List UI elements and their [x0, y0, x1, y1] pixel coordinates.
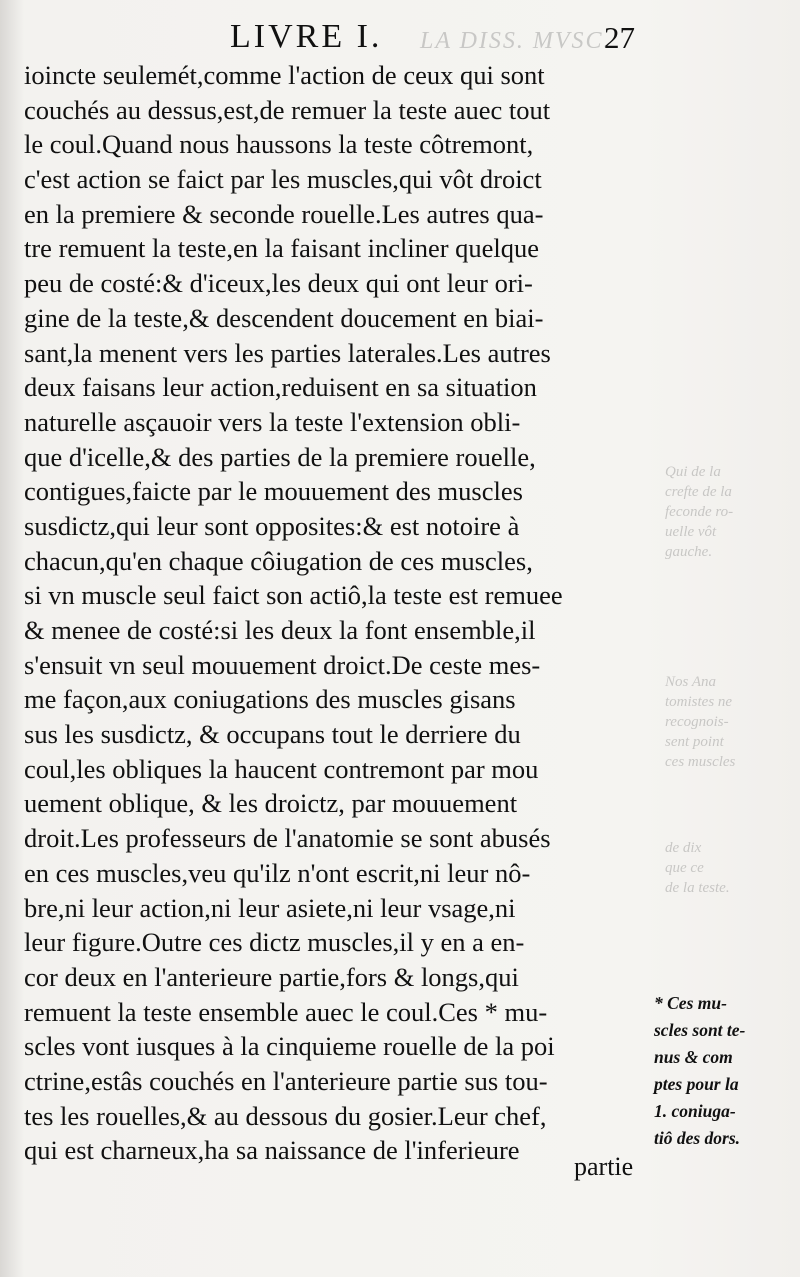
text-line: le coul.Quand nous haussons la teste côtremont, — [24, 129, 534, 160]
text-line: s'ensuit vn seul mouuement droict.De ceste mes- — [24, 649, 541, 680]
text-line: & menee de costé:si les deux la font ensemble,il — [24, 615, 536, 645]
text-line: chacun,qu'en chaque côiugation de ces muscles, — [24, 545, 533, 576]
show-through-margin-2: Nos Ana tomistes ne recognois- sent point ces muscles — [665, 674, 736, 770]
marginal-note-line: * Ces mu- — [654, 993, 727, 1013]
text-line: cor deux en l'anterieure partie,fors & longs,qui — [24, 961, 519, 992]
page-number: 27 — [604, 20, 635, 55]
text-line: deux faisans leur action,reduisent en sa situation — [24, 372, 537, 403]
body-text — [24, 58, 644, 1168]
text-line: scles vont iusques à la cinquieme rouelle de la poi — [24, 1031, 555, 1062]
catchword: partie — [574, 1152, 634, 1181]
text-line: susdictz,qui leur sont opposites:& est notoire à — [24, 510, 520, 541]
marginal-note-line: ptes pour la — [654, 1074, 739, 1094]
marginal-note — [654, 990, 794, 1152]
text-line: leur figure.Outre ces dictz muscles,il y en a en- — [24, 927, 525, 958]
text-line: couchés au dessus,est,de remuer la teste auec tout — [24, 94, 551, 125]
text-line: en ces muscles,veu qu'ilz n'ont escrit,ni leur nô- — [24, 857, 531, 888]
show-through-margin-3: de dix que ce de la teste. — [665, 840, 730, 896]
marginal-note-line: scles sont te- — [654, 1020, 746, 1040]
text-line: bre,ni leur action,ni leur asiete,ni leur vsage,ni — [24, 892, 516, 923]
text-line: tre remuent la teste,en la faisant incliner quelque — [24, 233, 540, 264]
text-line: uement oblique, & les droictz, par mouuement — [24, 788, 518, 819]
running-head-title: LIVRE I. — [230, 18, 383, 55]
text-line: peu de costé:& d'iceux,les deux qui ont leur ori- — [24, 268, 533, 299]
text-line: sus les susdictz, & occupans tout le derriere du — [24, 719, 521, 750]
show-through-margin-1: Qui de la crefte de la feconde ro- uelle vôt gauche. — [665, 464, 734, 560]
text-line: coul,les obliques la haucent contremont par mou — [24, 753, 539, 784]
text-line: en la premiere & seconde rouelle.Les autres qua- — [24, 198, 544, 229]
text-line: droit.Les professeurs de l'anatomie se sont abusés — [24, 823, 551, 854]
text-line: remuent la teste ensemble auec le coul.Ces * mu- — [24, 996, 548, 1027]
text-line: me façon,aux coniugations des muscles gisans — [24, 684, 516, 715]
text-line: c'est action se faict par les muscles,qui vôt droict — [24, 164, 542, 195]
text-line: gine de la teste,& descendent doucement en biai- — [24, 302, 544, 333]
marginal-note-line: 1. coniuga- — [654, 1101, 736, 1121]
show-through-header: LA DISS. MVSC. — [420, 28, 612, 54]
marginal-note-line: tiô des dors. — [654, 1128, 741, 1148]
text-line: tes les rouelles,& au dessous du gosier.Leur chef, — [24, 1100, 547, 1131]
text-line: si vn muscle seul faict son actiô,la teste est remuee — [24, 580, 563, 611]
text-line: qui est charneux,ha sa naissance de l'inferieure — [24, 1135, 520, 1166]
text-line: que d'icelle,& des parties de la premiere rouelle, — [24, 441, 536, 472]
text-line: naturelle asçauoir vers la teste l'extension obli- — [24, 406, 521, 437]
text-line: contigues,faicte par le mouuement des muscles — [24, 476, 523, 507]
text-line: sant,la menent vers les parties laterales.Les autres — [24, 337, 551, 368]
text-line: ioincte seulemét,comme l'action de ceux qui sont — [24, 60, 545, 90]
marginal-note-line: nus & com — [654, 1047, 733, 1067]
text-line: ctrine,estâs couchés en l'anterieure partie sus tou- — [24, 1065, 548, 1096]
